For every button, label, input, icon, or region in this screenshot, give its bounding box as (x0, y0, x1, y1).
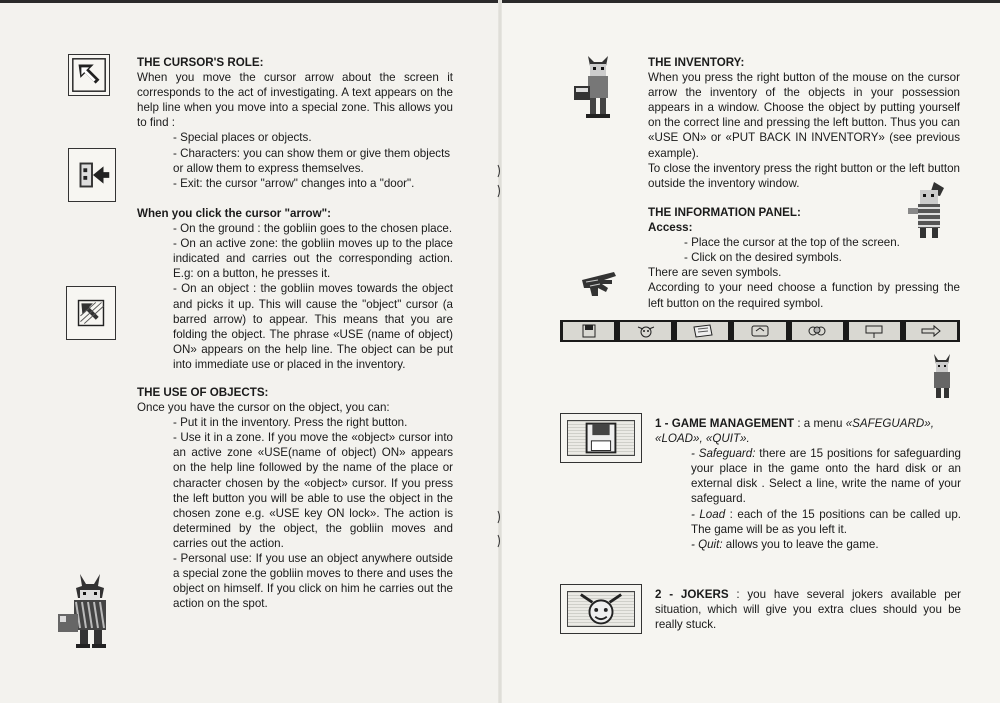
game-management-icon (560, 413, 642, 463)
list-item: - On an active zone: the gobliin moves up to the place indicated and carries out the corresponding action. E.g: on a button, he presses it. (173, 237, 453, 281)
list-item: - On an object : the gobliin moves towards the object and picks it up. This will cause the "object" cursor (a barred arrow) to appear. This means that you are folding the object. The phrase «USE (name of object) ON» appears on the help line. The object can be put into immediate use or placed in the inventory. (173, 282, 453, 371)
gobliin-sprite (50, 570, 130, 650)
list-item: - Special places or objects. (173, 131, 312, 145)
list-item: - Characters: you can show them or give them objects or allow them to express themselves. (173, 146, 451, 175)
load-text: : each of the 15 positions can be called up. The game will be as you left it. (691, 507, 961, 536)
click-arrow-title: When you click the cursor "arrow": (137, 207, 331, 220)
list-item: - Click on the desired symbols. (684, 251, 842, 265)
binding-mark (496, 184, 502, 198)
inventory-close-text: To close the inventory press the right button or the left button outside the inventory window. (648, 161, 960, 190)
info-panel-access: Access: (648, 221, 693, 235)
use-objects-intro: Once you have the cursor on the object, you can: (137, 401, 390, 415)
use-objects-section (137, 385, 453, 611)
game-management-section (655, 416, 961, 552)
inventory-text: When you press the right button of the mouse on the cursor arrow the inventory of the objects in your possession appears in a window. Choose the object by putting yourself on the correct line and pressing the left button. Thus you can «USE ON» or «PUT BACK IN INVENTORY» (see previous example). (648, 71, 960, 160)
jokers-section (655, 587, 961, 632)
jokers-icon (560, 584, 642, 634)
list-item: - Personal use: If you use an object anywhere outside a special zone the gobliin moves to there and uses the object on himself. If you click on him he carries out the action on the spot. (173, 552, 453, 611)
quit-label: - Quit: (691, 537, 723, 551)
game-management-menu: «SAFEGUARD», «LOAD», «QUIT». (655, 417, 934, 446)
click-arrow-section (137, 206, 453, 372)
jokers-text: : you have several jokers available per situation, which will give you extra clues should you be really stuck. (655, 588, 961, 632)
scroll-icon[interactable] (677, 322, 728, 340)
list-item: - On the ground : the gobliin goes to the chosen place. (173, 222, 453, 236)
quit-text: allows you to leave the game. (722, 537, 879, 551)
info-panel-instructions: According to your need choose a function by pressing the left button on the required symbol. (648, 281, 960, 310)
inventory-title: THE INVENTORY: (648, 56, 745, 69)
cursor-role-section (137, 55, 453, 191)
hand-cursor-sprite (578, 268, 620, 300)
gobliin-small-sprite (922, 352, 962, 402)
info-panel-count: There are seven symbols. (648, 266, 782, 280)
info-panel-title: THE INFORMATION PANEL: (648, 206, 801, 219)
inventory-section (648, 55, 960, 191)
list-item: - Exit: the cursor "arrow" changes into a "door". (173, 176, 415, 190)
game-management-title: 1 - GAME MANAGEMENT (655, 417, 795, 430)
list-item: - Put it in the inventory. Press the right button. (173, 416, 408, 430)
jokers-title: 2 - JOKERS (655, 588, 729, 601)
load-label: - Load (691, 507, 726, 521)
goblins-icon[interactable] (792, 322, 843, 340)
list-item: - Place the cursor at the top of the screen. (684, 236, 900, 250)
door-cursor-icon (68, 148, 116, 202)
jester-icon[interactable] (620, 322, 671, 340)
binding-mark (496, 534, 502, 548)
use-objects-title: THE USE OF OBJECTS: (137, 386, 269, 399)
cursor-role-intro: When you move the cursor arrow about the screen it corresponds to the act of investigating. A text appears on the help line when you move into a special zone. This allows you to find : (137, 71, 453, 130)
exit-arrow-icon[interactable] (906, 322, 957, 340)
game-management-title-rest: : a menu (794, 417, 846, 430)
cursor-role-title: THE CURSOR'S ROLE: (137, 56, 264, 69)
binding-mark (496, 510, 502, 524)
safeguard-text: there are 15 positions for safeguarding your place in the game onto the hard disk or an external disk . Select a line, write the name of your safeguard. (691, 447, 962, 506)
cursor-arrow-icon (68, 54, 110, 96)
info-panel-toolbar (560, 320, 960, 342)
gobliin-inventory-sprite (568, 52, 628, 122)
hint-icon[interactable] (734, 322, 785, 340)
binding-mark (496, 164, 502, 178)
sign-icon[interactable] (849, 322, 900, 340)
safeguard-label: - Safeguard: (691, 447, 756, 461)
disk-icon[interactable] (563, 322, 614, 340)
object-cursor-icon (66, 286, 116, 340)
info-panel-section (648, 205, 960, 311)
page-spine (498, 0, 502, 703)
list-item: - Use it in a zone. If you move the «object» cursor into an active zone «USE(name of object) ON» appears on the help line followed by the name of the place or character chosen by the «object» cursor. If you press the left button you will be able to use the object in the chosen zone e.g. «USE key ON lock». The action is determined by the object, the gobliin moves and carries out the action. (173, 431, 453, 550)
